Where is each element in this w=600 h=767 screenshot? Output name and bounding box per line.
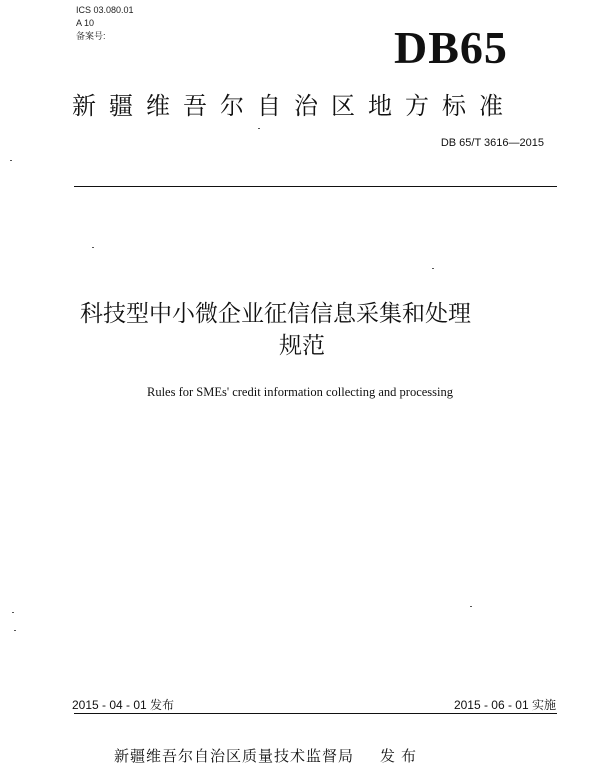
db65-logo: DB65: [394, 22, 508, 73]
english-title: Rules for SMEs' credit information collecting and processing: [146, 385, 453, 399]
chinese-title-line-2: 规范: [279, 333, 325, 359]
record-number-label: 备案号:: [76, 31, 106, 41]
scan-speck: [432, 268, 434, 269]
scan-speck: [12, 612, 14, 613]
scan-speck: [258, 128, 260, 129]
publisher-name: 新疆维吾尔自治区质量技术监督局: [114, 747, 355, 765]
ics-code: ICS 03.080.01: [76, 5, 134, 15]
scan-speck: [10, 160, 12, 161]
bottom-divider: [74, 713, 557, 714]
standard-authority-title: 新疆维吾尔自治区地方标准: [72, 92, 516, 120]
chinese-title: [80, 298, 540, 362]
implementation-date: 2015 - 06 - 01 实施: [453, 698, 556, 712]
header-meta: [76, 4, 134, 43]
publisher-line: [114, 745, 422, 766]
standard-number: DB 65/T 3616—2015: [440, 137, 544, 149]
scan-speck: [470, 606, 472, 607]
publish-verb: 发布: [380, 747, 423, 765]
chinese-title-line-1: 科技型中小微企业征信信息采集和处理: [80, 301, 471, 327]
scan-speck: [92, 247, 94, 248]
issue-date: 2015 - 04 - 01 发布: [72, 698, 175, 712]
top-divider: [74, 186, 557, 187]
scan-speck: [14, 630, 16, 631]
ccs-code: A 10: [76, 18, 95, 28]
